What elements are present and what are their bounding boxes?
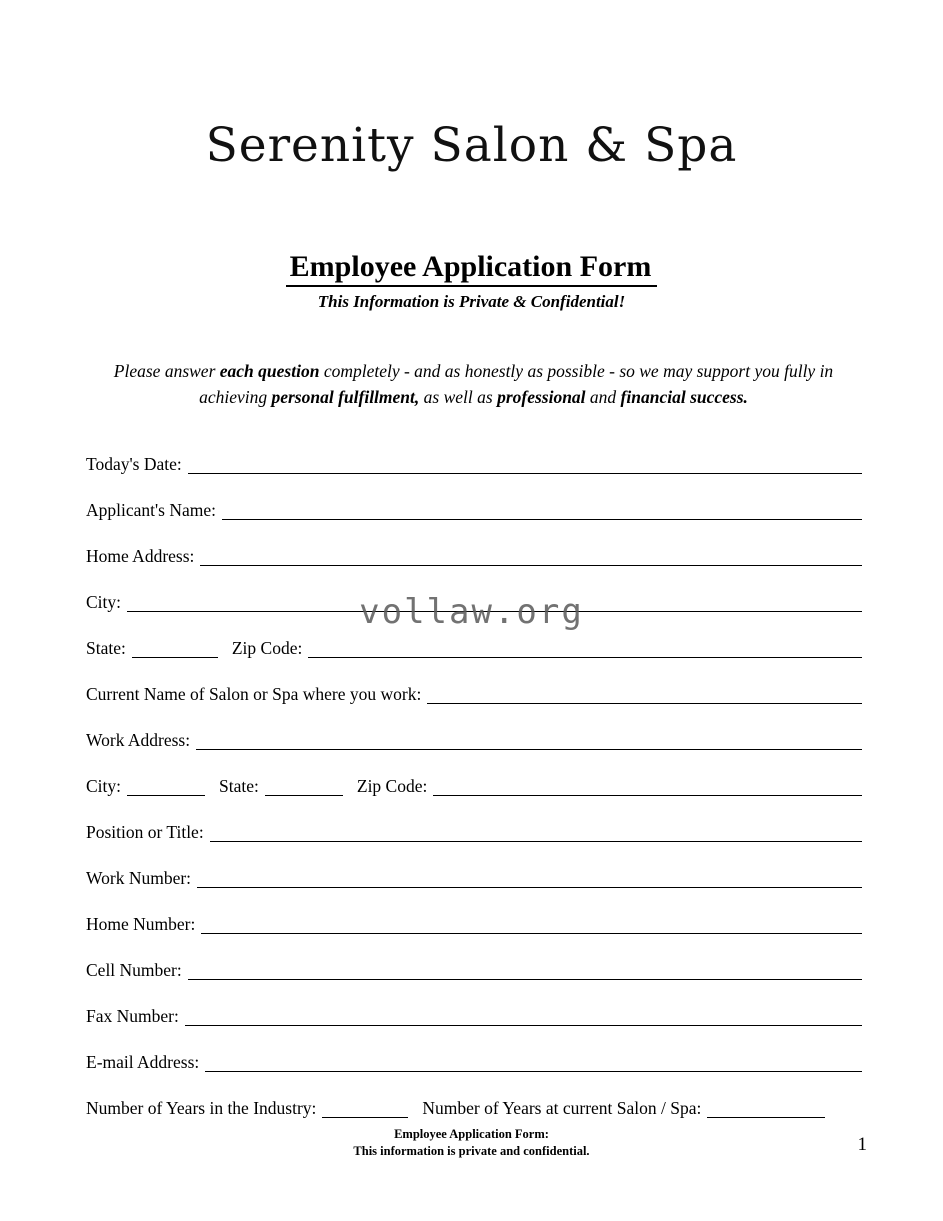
state-label: State: bbox=[86, 638, 126, 658]
field-row-home-number bbox=[86, 888, 862, 934]
position-title-label: Position or Title: bbox=[86, 822, 204, 842]
years-current-salon-label: Number of Years at current Salon / Spa: bbox=[422, 1098, 702, 1118]
instructions-bold2: personal fulfillment, bbox=[271, 387, 420, 408]
company-logo: Serenity Salon & Spa bbox=[205, 118, 738, 173]
field-row-cell-number bbox=[86, 934, 862, 980]
work-zip-label: Zip Code: bbox=[356, 776, 428, 796]
instructions-bold1: each question bbox=[219, 361, 320, 381]
state-input[interactable] bbox=[132, 640, 218, 658]
field-row-email-address bbox=[86, 1026, 862, 1072]
work-address-label: Work Address: bbox=[86, 730, 191, 750]
home-address-label: Home Address: bbox=[86, 546, 195, 566]
page-title-container bbox=[0, 250, 943, 287]
field-row-todays-date bbox=[86, 428, 862, 474]
field-row-state-zip bbox=[86, 612, 862, 658]
email-address-input[interactable] bbox=[205, 1054, 862, 1072]
footer-line-2: This information is private and confidential. bbox=[353, 1143, 590, 1158]
home-number-label: Home Number: bbox=[86, 914, 196, 934]
work-city-input[interactable] bbox=[127, 778, 205, 796]
instructions-part3: as well as bbox=[419, 387, 498, 408]
fax-number-label: Fax Number: bbox=[86, 1006, 179, 1026]
instructions-paragraph bbox=[86, 358, 861, 411]
position-title-input[interactable] bbox=[210, 824, 862, 842]
instructions-part2: completely - and as honestly as possible - so we may support you fully in achieving bbox=[199, 361, 834, 408]
current-salon-input[interactable] bbox=[427, 686, 862, 704]
instructions-part4: and bbox=[585, 387, 621, 408]
field-row-work-city-state-zip bbox=[86, 750, 862, 796]
zip-code-input[interactable] bbox=[308, 640, 862, 658]
years-industry-input[interactable] bbox=[322, 1100, 408, 1118]
todays-date-label: Today's Date: bbox=[86, 454, 182, 474]
work-zip-input[interactable] bbox=[433, 778, 862, 796]
footer-line-1: Employee Application Form: bbox=[394, 1127, 549, 1141]
applicants-name-label: Applicant's Name: bbox=[86, 500, 216, 520]
email-address-label: E-mail Address: bbox=[86, 1052, 200, 1072]
city-input[interactable] bbox=[127, 594, 862, 612]
field-row-home-address bbox=[86, 520, 862, 566]
work-city-label: City: bbox=[86, 776, 122, 796]
home-number-input[interactable] bbox=[201, 916, 862, 934]
watermark: vollaw.org bbox=[359, 592, 584, 632]
confidentiality-subtitle: This Information is Private & Confidential! bbox=[317, 292, 626, 311]
instructions-bold4: financial success. bbox=[620, 387, 748, 408]
home-address-input[interactable] bbox=[200, 548, 862, 566]
years-industry-label: Number of Years in the Industry: bbox=[86, 1098, 317, 1118]
cell-number-input[interactable] bbox=[188, 962, 862, 980]
page-number: 1 bbox=[857, 1134, 867, 1155]
work-address-input[interactable] bbox=[196, 732, 862, 750]
instructions-part1: Please answer bbox=[113, 361, 220, 381]
field-row-work-address bbox=[86, 704, 862, 750]
page-footer bbox=[0, 1126, 943, 1160]
city-label: City: bbox=[86, 592, 122, 612]
work-state-label: State: bbox=[219, 776, 259, 796]
fax-number-input[interactable] bbox=[185, 1008, 862, 1026]
work-number-label: Work Number: bbox=[86, 868, 192, 888]
field-row-city bbox=[86, 566, 862, 612]
todays-date-input[interactable] bbox=[188, 456, 862, 474]
field-row-applicants-name bbox=[86, 474, 862, 520]
application-form bbox=[86, 428, 862, 1118]
zip-code-label: Zip Code: bbox=[231, 638, 303, 658]
years-current-salon-input[interactable] bbox=[707, 1100, 825, 1118]
field-row-work-number bbox=[86, 842, 862, 888]
field-row-fax-number bbox=[86, 980, 862, 1026]
field-row-position-title bbox=[86, 796, 862, 842]
page-title: Employee Application Form bbox=[286, 250, 658, 287]
field-row-years bbox=[86, 1072, 862, 1118]
instructions-bold3: professional bbox=[497, 387, 586, 408]
field-row-current-salon bbox=[86, 658, 862, 704]
work-state-input[interactable] bbox=[265, 778, 343, 796]
work-number-input[interactable] bbox=[197, 870, 862, 888]
cell-number-label: Cell Number: bbox=[86, 960, 182, 980]
current-salon-label: Current Name of Salon or Spa where you work: bbox=[86, 684, 422, 704]
applicants-name-input[interactable] bbox=[222, 502, 862, 520]
